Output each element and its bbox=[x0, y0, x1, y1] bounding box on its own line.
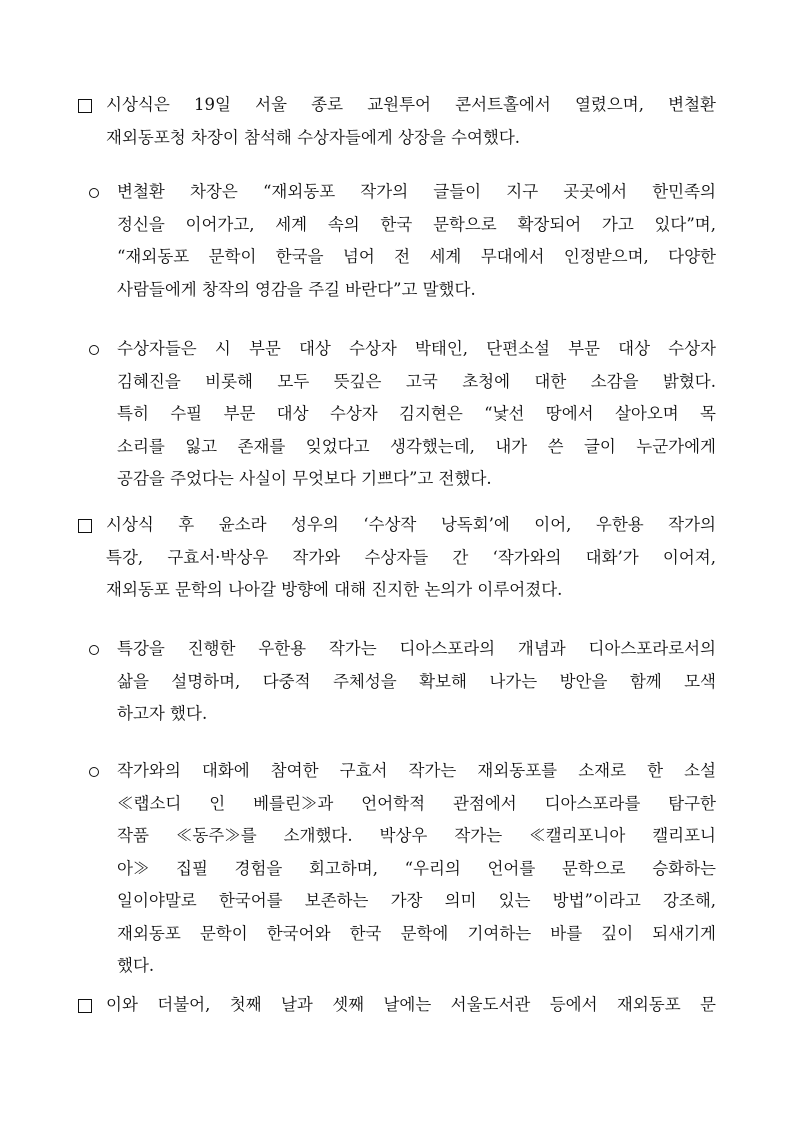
text-line: 수상자들은 시 부문 대상 수상자 박태인, 단편소설 부문 대상 수상자 bbox=[117, 339, 716, 358]
text-line: 했다. bbox=[117, 956, 155, 975]
text-line: 작가와의 대화에 참여한 구효서 작가는 재외동포를 소재로 한 소설 bbox=[117, 761, 716, 780]
text-line: 특강을 진행한 우한용 작가는 디아스포라의 개념과 디아스포라로서의 bbox=[117, 639, 716, 658]
circle-bullet-marker bbox=[89, 633, 99, 666]
text-line: 아≫ 집필 경험을 회고하며, “우리의 언어를 문학으로 승화하는 bbox=[117, 858, 716, 878]
sub-paragraph bbox=[117, 333, 716, 496]
text-line: 특강, 구효서·박상우 작가와 수상자들 간 ‘작가와의 대화’가 이어져, bbox=[106, 547, 716, 567]
circle-bullet-marker bbox=[89, 333, 99, 366]
text-line: 변철환 차장은 “재외동포 작가의 글들이 지구 곳곳에서 한민족의 bbox=[117, 182, 716, 201]
text-line: “재외동포 문학이 한국을 넘어 전 세계 무대에서 인정받으며, 다양한 bbox=[117, 247, 716, 266]
text-line: 소리를 잃고 존재를 잊었다고 생각했는데, 내가 쓴 글이 누군가에게 bbox=[117, 436, 716, 456]
circle-bullet-marker bbox=[89, 755, 99, 788]
text-line: ≪랩소디 인 베를린≫과 언어학적 관점에서 디아스포라를 탐구한 bbox=[117, 793, 716, 813]
text-line: 김혜진을 비롯해 모두 뜻깊은 고국 초청에 대한 소감을 밝혔다. bbox=[117, 371, 716, 391]
text-line: 일이야말로 한국어를 보존하는 가장 의미 있는 방법”이라고 강조해, bbox=[117, 891, 716, 910]
text-line: 시상식 후 윤소라 성우의 ‘수상작 낭독회’에 이어, 우한용 작가의 bbox=[106, 515, 716, 534]
square-bullet-marker bbox=[78, 89, 92, 122]
text-line: 정신을 이어가고, 세계 속의 한국 문학으로 확장되어 가고 있다”며, bbox=[117, 214, 716, 234]
sub-paragraph bbox=[117, 755, 716, 983]
section-paragraph bbox=[106, 89, 716, 154]
text-line: 삶을 설명하며, 다중적 주체성을 확보해 나가는 방안을 함께 모색 bbox=[117, 671, 716, 691]
circle-bullet-marker bbox=[89, 176, 99, 209]
text-line: 재외동포 문학의 나아갈 방향에 대해 진지한 논의가 이루어졌다. bbox=[106, 580, 563, 599]
text-line: 시상식은 19일 서울 종로 교원투어 콘서트홀에서 열렸으며, 변철환 bbox=[106, 95, 716, 114]
text-line: 작품 ≪동주≫를 소개했다. 박상우 작가는 ≪캘리포니아 캘리포니 bbox=[117, 826, 716, 845]
sub-paragraph bbox=[117, 176, 716, 306]
text-line: 재외동포청 차장이 참석해 수상자들에게 상장을 수여했다. bbox=[106, 127, 521, 147]
text-line: 사람들에게 창작의 영감을 주길 바란다”고 말했다. bbox=[117, 279, 476, 299]
text-line: 공감을 주었다는 사실이 무엇보다 기쁘다”고 전했다. bbox=[117, 469, 492, 488]
text-line: 재외동포 문학이 한국어와 한국 문학에 기여하는 바를 깊이 되새기게 bbox=[117, 923, 716, 943]
text-line: 하고자 했다. bbox=[117, 704, 208, 723]
square-bullet-marker bbox=[78, 989, 92, 1022]
section-paragraph bbox=[106, 989, 716, 1022]
text-line: 이와 더불어, 첫째 날과 셋째 날에는 서울도서관 등에서 재외동포 문 bbox=[106, 995, 716, 1014]
square-bullet-marker bbox=[78, 509, 92, 542]
text-line: 특히 수필 부문 대상 수상자 김지현은 “낯선 땅에서 살아오며 목 bbox=[117, 404, 716, 423]
sub-paragraph bbox=[117, 633, 716, 731]
section-paragraph bbox=[106, 509, 716, 607]
